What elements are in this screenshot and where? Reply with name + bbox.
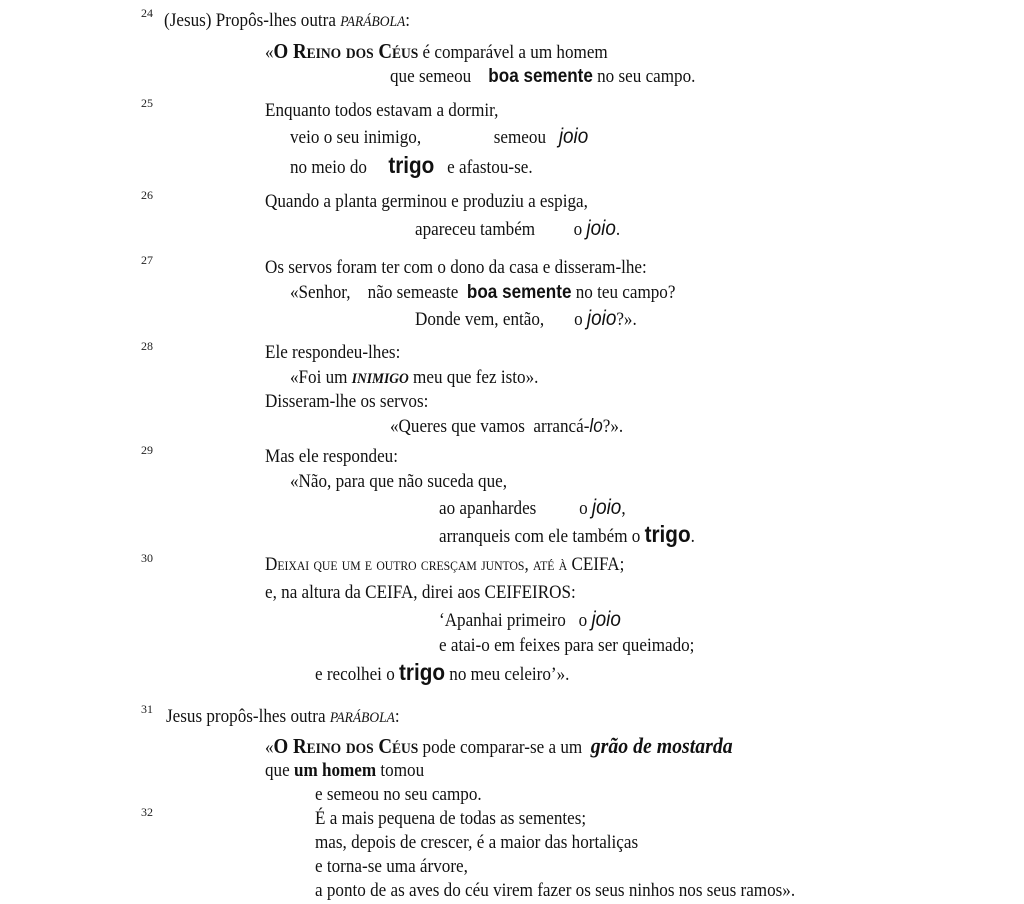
verse-30-line-1: Deixai que um e outro cresçam juntos, até à CEIFA; — [265, 554, 625, 575]
text: apareceu também o — [415, 219, 587, 240]
verse-number-27: 27 — [141, 253, 153, 267]
verse-29-line-1: Mas ele respondeu: — [265, 446, 398, 467]
verse-29-line-4 — [439, 523, 695, 548]
text: no meio do — [290, 157, 389, 178]
verse-29-line-3 — [439, 497, 626, 520]
text: « — [265, 737, 274, 758]
verse-30-line-2: e, na altura da CEIFA, direi aos CEIFEIROS: — [265, 582, 576, 603]
text: no teu campo? — [571, 282, 676, 303]
verse-25-line-3 — [290, 154, 533, 179]
boa-semente: boa semente — [466, 282, 572, 303]
text: e afastou-se. — [434, 157, 533, 178]
parabola-word: PARÁBOLA — [329, 710, 395, 726]
text: que semeou — [390, 66, 489, 87]
verse-30-line-3 — [439, 609, 621, 632]
inimigo-word: INIMIGO — [351, 371, 409, 387]
verse-number-30: 30 — [141, 551, 153, 565]
verse-31-line-3: e semeou no seu campo. — [315, 784, 482, 805]
text: Jesus propôs-lhes outra — [166, 706, 330, 727]
verse-29-line-2: «Não, para que não suceda que, — [290, 471, 507, 492]
verse-number-31: 31 — [141, 702, 153, 716]
verse-27-line-1: Os servos foram ter com o dono da casa e disseram-lhe: — [265, 257, 647, 278]
verse-31-line-1 — [265, 735, 733, 759]
verse-28-line-3: Disseram-lhe os servos: — [265, 391, 429, 412]
joio: joio — [591, 608, 621, 631]
grao-de-mostarda: grão de mostarda — [590, 733, 733, 758]
text: (Jesus) Propôs-lhes outra — [164, 10, 341, 31]
text: ?». — [616, 309, 637, 330]
verse-32-line-4: a ponto de as aves do céu virem fazer os seus ninhos nos seus ramos». — [315, 880, 796, 901]
verse-30-line-5 — [315, 661, 569, 686]
joio: joio — [591, 496, 622, 519]
text: : — [394, 706, 400, 727]
text: «Foi um — [290, 367, 352, 388]
text: ‘Apanhai primeiro o — [439, 610, 592, 631]
text: meu que fez isto». — [408, 367, 539, 388]
verse-31-line-2 — [265, 760, 424, 782]
text: ao apanhardes o — [439, 498, 592, 519]
text: « — [265, 42, 274, 63]
verse-32-line-2: mas, depois de crescer, é a maior das hortaliças — [315, 832, 639, 853]
trigo: trigo — [644, 521, 691, 547]
verse-number-28: 28 — [141, 339, 153, 353]
text: veio o seu inimigo, semeou — [290, 127, 559, 148]
text: ?». — [602, 416, 624, 437]
trigo: trigo — [399, 659, 446, 685]
verse-24-line-2 — [390, 66, 695, 88]
text: é comparável a um homem — [418, 42, 608, 63]
verse-28-line-2 — [290, 367, 538, 390]
reino-dos-ceus: O Reino dos Céus — [273, 39, 419, 63]
text: arranqueis com ele também o — [439, 526, 645, 547]
joio: joio — [586, 217, 616, 240]
joio: joio — [558, 125, 589, 148]
text: : — [405, 10, 410, 31]
parabola-word: PARÁBOLA — [340, 14, 406, 30]
verse-25-line-1: Enquanto todos estavam a dormir, — [265, 100, 499, 121]
text: . — [690, 526, 695, 547]
verse-26-line-2 — [415, 218, 620, 241]
verse-25-line-2 — [290, 126, 588, 149]
text: que — [265, 760, 294, 781]
text: Donde vem, então, o — [415, 309, 587, 330]
verse-number-26: 26 — [141, 188, 153, 202]
verse-24-intro — [164, 10, 410, 33]
trigo: trigo — [388, 152, 435, 178]
reino-dos-ceus: O Reino dos Céus — [273, 734, 419, 758]
text: , — [621, 498, 626, 519]
text: no seu campo. — [592, 66, 696, 87]
verse-28-line-1: Ele respondeu-lhes: — [265, 342, 401, 363]
text: «Queres que vamos arrancá- — [390, 416, 590, 437]
verse-number-29: 29 — [141, 443, 153, 457]
um-homem: um homem — [293, 760, 377, 781]
verse-number-24: 24 — [141, 6, 153, 20]
text: pode comparar-se a um — [418, 737, 591, 758]
verse-26-line-1: Quando a planta germinou e produziu a espiga, — [265, 191, 588, 212]
verse-24-line-1 — [265, 40, 608, 64]
verse-28-line-4 — [390, 416, 623, 438]
verse-31-intro — [166, 706, 400, 729]
text: no meu celeiro’». — [445, 664, 570, 685]
text: tomou — [376, 760, 425, 781]
verse-27-line-2 — [290, 282, 675, 304]
verse-32-line-3: e torna-se uma árvore, — [315, 856, 468, 877]
verse-27-line-3 — [415, 308, 637, 331]
verse-32-line-1: É a mais pequena de todas as sementes; — [315, 808, 587, 829]
verse-30-line-4: e atai-o em feixes para ser queimado; — [439, 635, 695, 656]
text: . — [615, 219, 621, 240]
boa-semente: boa semente — [488, 66, 593, 87]
text: «Senhor, não semeaste — [290, 282, 467, 303]
verse-number-25: 25 — [141, 96, 153, 110]
text: e recolhei o — [315, 664, 400, 685]
lo-word: lo — [589, 416, 603, 437]
verse-number-32: 32 — [141, 805, 153, 819]
joio: joio — [586, 307, 617, 330]
